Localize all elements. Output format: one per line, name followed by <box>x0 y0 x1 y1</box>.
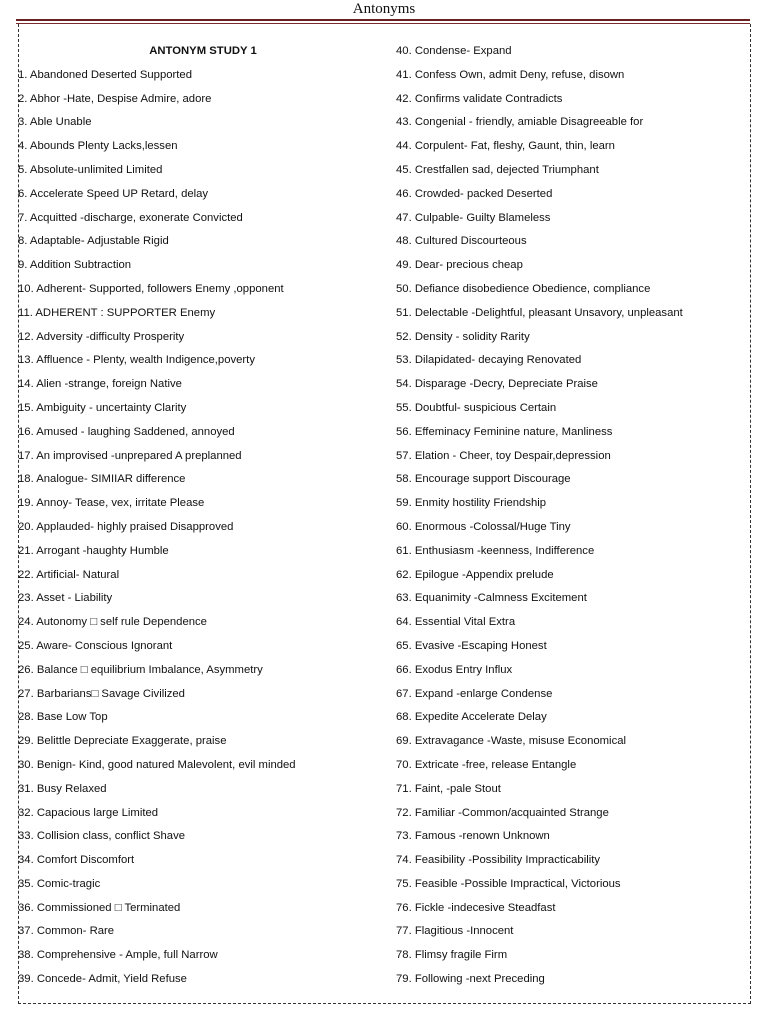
antonym-entry: 17. An improvised -unprepared A preplanned <box>18 449 242 462</box>
antonym-entry: 7. Acquitted -discharge, exonerate Convicted <box>18 211 243 224</box>
antonym-entry: 15. Ambiguity - uncertainty Clarity <box>18 401 187 414</box>
antonym-entry: 35. Comic-tragic <box>18 877 101 890</box>
antonym-entry: 9. Addition Subtraction <box>18 259 132 272</box>
antonym-entry: 76. Fickle -indecesive Steadfast <box>396 901 556 914</box>
antonym-entry: 4. Abounds Plenty Lacks,lessen <box>18 140 178 153</box>
antonym-entry: 57. Elation - Cheer, toy Despair,depression <box>396 449 611 462</box>
antonym-entry: 68. Expedite Accelerate Delay <box>396 711 547 724</box>
antonym-entry: 62. Epilogue -Appendix prelude <box>396 568 554 581</box>
antonym-entry: 59. Enmity hostility Friendship <box>396 497 547 510</box>
antonym-entry: 39. Concede- Admit, Yield Refuse <box>18 973 187 986</box>
antonym-entry: 77. Flagitious -Innocent <box>396 925 514 938</box>
antonym-entry: 13. Affluence - Plenty, wealth Indigence,poverty <box>18 354 255 367</box>
antonym-entry: 28. Base Low Top <box>18 711 108 724</box>
antonym-entry: 16. Amused - laughing Saddened, annoyed <box>18 425 235 438</box>
antonym-entry: 71. Faint, -pale Stout <box>396 782 501 795</box>
antonym-entry: 1. Abandoned Deserted Supported <box>18 68 192 81</box>
antonym-entry: 32. Capacious large Limited <box>18 806 159 819</box>
antonym-entry: 67. Expand -enlarge Condense <box>396 687 553 700</box>
antonym-entry: 37. Common- Rare <box>18 925 115 938</box>
antonym-entry: 56. Effeminacy Feminine nature, Manliness <box>396 425 613 438</box>
antonym-entry: 64. Essential Vital Extra <box>396 616 516 629</box>
antonym-entry: 12. Adversity -difficulty Prosperity <box>18 330 185 343</box>
antonym-entry: 54. Disparage -Decry, Depreciate Praise <box>396 378 598 391</box>
section-heading: ANTONYM STUDY 1 <box>149 45 257 57</box>
antonym-entry: 3. Able Unable <box>18 116 92 129</box>
antonym-entry: 21. Arrogant -haughty Humble <box>18 544 169 557</box>
antonym-entry: 31. Busy Relaxed <box>18 782 107 795</box>
antonym-entry: 10. Adherent- Supported, followers Enemy ,opponent <box>18 282 284 295</box>
header-rule-thick <box>16 19 750 21</box>
antonym-entry: 29. Belittle Depreciate Exaggerate, praise <box>18 735 227 748</box>
right-column <box>396 41 756 993</box>
page-title: Antonyms <box>352 1 416 17</box>
antonym-entry: 34. Comfort Discomfort <box>18 854 135 867</box>
antonym-entry: 70. Extricate -free, release Entangle <box>396 758 577 771</box>
antonym-entry: 5. Absolute-unlimited Limited <box>18 163 163 176</box>
antonym-entry: 51. Delectable -Delightful, pleasant Unsavory, unpleasant <box>396 306 683 319</box>
antonym-entry: 47. Culpable- Guilty Blameless <box>396 211 551 224</box>
antonym-entry: 78. Flimsy fragile Firm <box>396 949 508 962</box>
antonym-entry: 23. Asset - Liability <box>18 592 113 605</box>
antonym-entry: 79. Following -next Preceding <box>396 973 545 986</box>
antonym-entry: 45. Crestfallen sad, dejected Triumphant <box>396 163 599 176</box>
antonym-entry: 73. Famous -renown Unknown <box>396 830 550 843</box>
antonym-entry: 22. Artificial- Natural <box>18 568 120 581</box>
antonym-entry: 8. Adaptable- Adjustable Rigid <box>18 235 169 248</box>
antonym-entry: 19. Annoy- Tease, vex, irritate Please <box>18 497 205 510</box>
antonym-entry: 44. Corpulent- Fat, fleshy, Gaunt, thin, learn <box>396 140 615 153</box>
antonym-entry: 24. Autonomy □ self rule Dependence <box>18 616 207 629</box>
antonym-entry: 41. Confess Own, admit Deny, refuse, disown <box>396 68 625 81</box>
antonym-entry: 18. Analogue- SIMIIAR difference <box>18 473 186 486</box>
antonym-entry: 11. ADHERENT : SUPPORTER Enemy <box>18 306 216 319</box>
antonym-entry: 38. Comprehensive - Ample, full Narrow <box>18 949 218 962</box>
antonym-entry: 69. Extravagance -Waste, misuse Economical <box>396 735 627 748</box>
antonym-entry: 49. Dear- precious cheap <box>396 259 523 272</box>
antonym-entry: 58. Encourage support Discourage <box>396 473 571 486</box>
antonym-entry: 55. Doubtful- suspicious Certain <box>396 401 557 414</box>
antonym-entry: 75. Feasible -Possible Impractical, Victorious <box>396 877 621 890</box>
antonym-entry: 40. Condense- Expand <box>396 45 512 57</box>
antonym-entry: 25. Aware- Conscious Ignorant <box>18 639 173 652</box>
antonym-entry: 43. Congenial - friendly, amiable Disagreeable for <box>396 116 644 129</box>
antonym-entry: 2. Abhor -Hate, Despise Admire, adore <box>18 92 212 105</box>
antonym-entry: 14. Alien -strange, foreign Native <box>18 378 182 391</box>
antonym-entry: 53. Dilapidated- decaying Renovated <box>396 354 582 367</box>
antonym-entry: 63. Equanimity -Calmness Excitement <box>396 592 587 605</box>
antonym-entry: 66. Exodus Entry Influx <box>396 663 513 676</box>
left-column <box>18 41 378 993</box>
antonym-entry: 74. Feasibility -Possibility Impracticability <box>396 854 601 867</box>
antonym-entry: 6. Accelerate Speed UP Retard, delay <box>18 187 209 200</box>
antonym-entry: 33. Collision class, conflict Shave <box>18 830 186 843</box>
antonym-entry: 20. Applauded- highly praised Disapproved <box>18 520 234 533</box>
antonym-entry: 46. Crowded- packed Deserted <box>396 187 553 200</box>
antonym-entry: 61. Enthusiasm -keenness, Indifference <box>396 544 595 557</box>
antonym-entry: 65. Evasive -Escaping Honest <box>396 639 547 652</box>
antonym-entry: 36. Commissioned □ Terminated <box>18 901 181 914</box>
antonym-entry: 50. Defiance disobedience Obedience, compliance <box>396 282 651 295</box>
antonym-entry: 27. Barbarians□ Savage Civilized <box>18 687 185 700</box>
antonym-entry: 30. Benign- Kind, good natured Malevolent, evil minded <box>18 758 296 771</box>
antonym-entry: 60. Enormous -Colossal/Huge Tiny <box>396 520 571 533</box>
antonym-entry: 72. Familiar -Common/acquainted Strange <box>396 806 609 819</box>
antonym-entry: 42. Confirms validate Contradicts <box>396 92 563 105</box>
antonym-entry: 52. Density - solidity Rarity <box>396 330 530 343</box>
antonym-entry: 26. Balance □ equilibrium Imbalance, Asymmetry <box>18 663 263 676</box>
antonym-entry: 48. Cultured Discourteous <box>396 235 527 248</box>
